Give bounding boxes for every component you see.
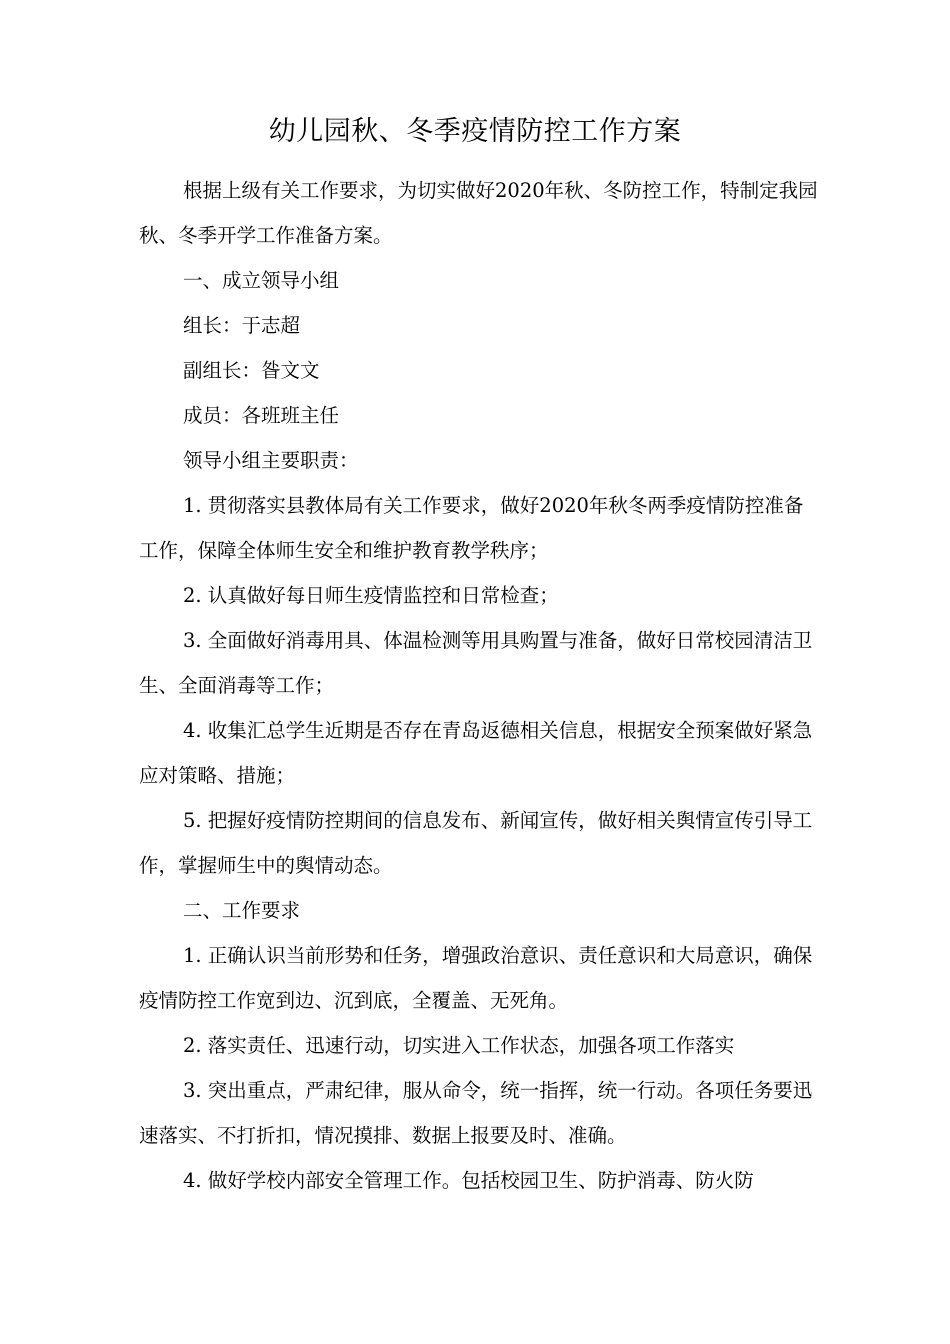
list-item-requirement-3: 3. 突出重点，严肃纪律，服从命令，统一指挥，统一行动。各项任务要迅速落实、不打折扣，情况摸排、数据上报要及时、准确。	[139, 1079, 813, 1147]
section-heading-leadership: 一、成立领导小组	[183, 269, 340, 292]
document-body	[139, 168, 819, 1203]
paragraph-duties-heading: 领导小组主要职责：	[183, 449, 359, 472]
list-item-duty-2: 2. 认真做好每日师生疫情监控和日常检查；	[183, 584, 559, 607]
paragraph-deputy-leader: 副组长：昝文文	[183, 359, 320, 382]
list-item-duty-4: 4. 收集汇总学生近期是否存在青岛返德相关信息，根据安全预案做好紧急应对策略、措施；	[139, 719, 813, 787]
list-item-requirement-4: 4. 做好学校内部安全管理工作。包括校园卫生、防护消毒、防火防	[183, 1169, 754, 1192]
document-title: 幼儿园秋、冬季疫情防控工作方案	[268, 116, 682, 147]
paragraph-leader: 组长：于志超	[183, 314, 301, 337]
list-item-requirement-1: 1. 正确认识当前形势和任务，增强政治意识、责任意识和大局意识，确保疫情防控工作宽到边、沉到底，全覆盖、无死角。	[139, 944, 813, 1012]
list-item-requirement-2: 2. 落实责任、迅速行动，切实进入工作状态，加强各项工作落实	[183, 1034, 735, 1057]
list-item-duty-5: 5. 把握好疫情防控期间的信息发布、新闻宣传，做好相关舆情宣传引导工作，掌握师生中的舆情动态。	[139, 809, 813, 877]
paragraph-members: 成员：各班班主任	[183, 404, 340, 427]
list-item-duty-3: 3. 全面做好消毒用具、体温检测等用具购置与准备，做好日常校园清洁卫生、全面消毒等工作；	[139, 629, 813, 697]
section-heading-requirements: 二、工作要求	[183, 899, 301, 922]
list-item-duty-1: 1. 贯彻落实县教体局有关工作要求，做好2020年秋冬两季疫情防控准备工作，保障全体师生安全和维护教育教学秩序；	[139, 494, 804, 562]
paragraph-intro: 根据上级有关工作要求，为切实做好2020年秋、冬防控工作，特制定我园秋、冬季开学工作准备方案。	[139, 179, 818, 247]
